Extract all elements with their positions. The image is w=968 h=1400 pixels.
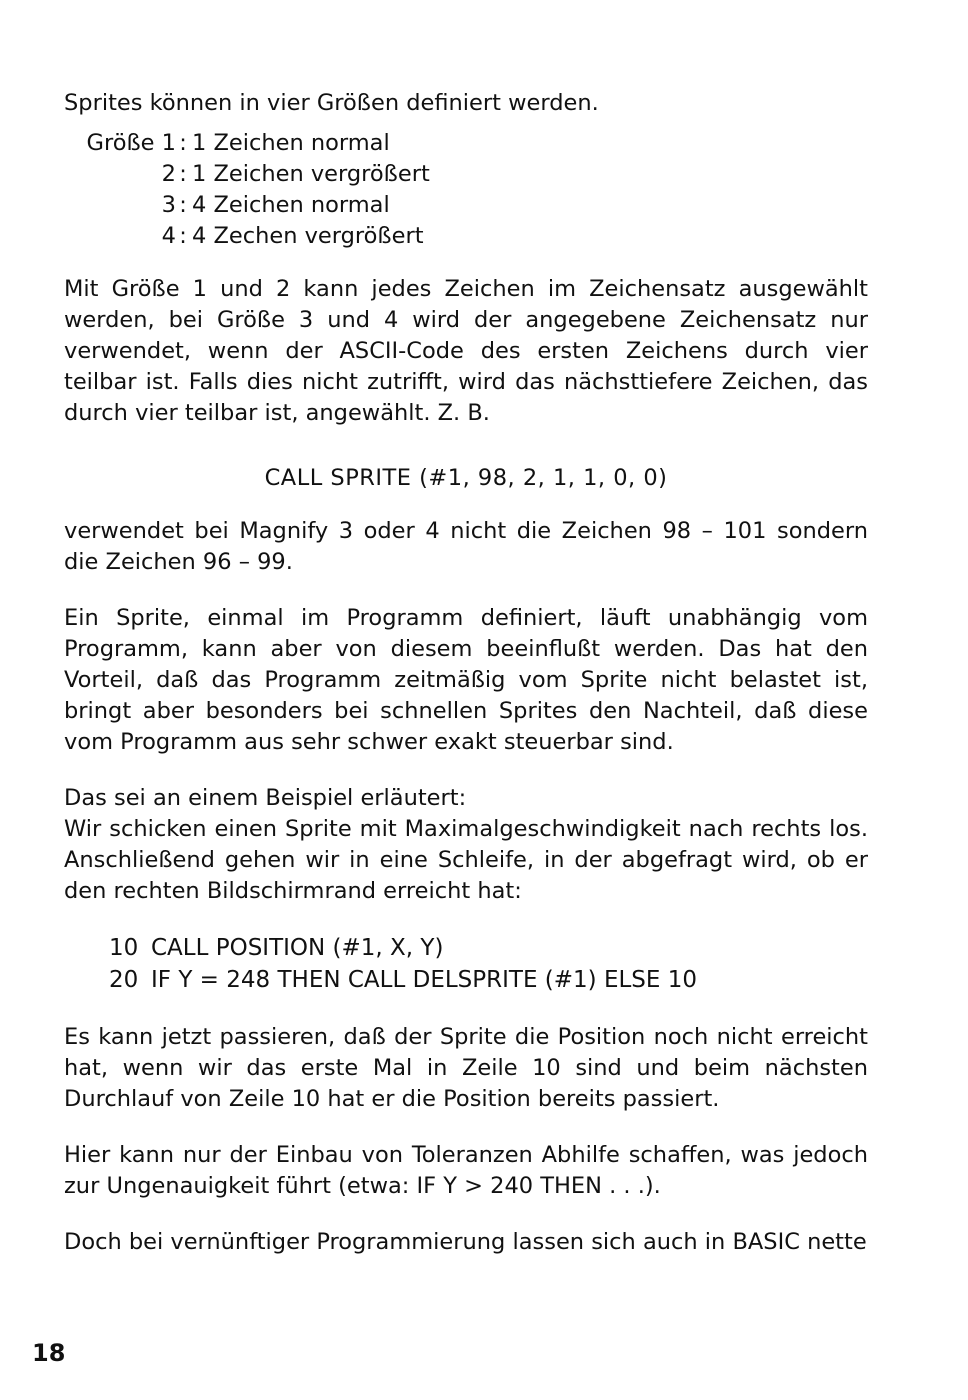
size-separator: : <box>179 130 187 156</box>
size-row <box>64 159 868 190</box>
paragraph-magnify-explanation: Mit Größe 1 und 2 kann jedes Zeichen im Zeichensatz ausgewählt werden, bei Größe 3 und 4 wird der angegebene Zeichensatz nur verwendet, wenn der ASCII-Code des ersten Zeichens durch vier teilbar ist. Falls dies nicht zutrifft, wird das nächsttiefere Zeichen, das durch vier teilbar ist, angewählt. Z. B. <box>64 276 868 426</box>
paragraph-timing-problem: Es kann jetzt passieren, daß der Sprite die Position noch nicht erreicht hat, wenn wir das erste Mal in Zeile 10 sind und beim nächsten Durchlauf von Zeile 10 hat er die Position bereits passiert. <box>64 1024 868 1112</box>
code-line-number: 20 <box>109 967 139 993</box>
paragraph-basic-note: Doch bei vernünftiger Programmierung lassen sich auch in BASIC nette <box>64 1229 867 1255</box>
code-line-text: IF Y = 248 THEN CALL DELSPRITE (#1) ELSE 10 <box>151 967 698 993</box>
example-code-line: CALL SPRITE (#1, 98, 2, 1, 1, 0, 0) <box>264 465 668 491</box>
page-number: 18 <box>32 1339 66 1367</box>
code-line-text: CALL POSITION (#1, X, Y) <box>151 935 444 961</box>
code-line-number: 10 <box>109 935 139 961</box>
size-value: 1 Zeichen normal <box>192 130 390 156</box>
size-row <box>64 221 868 252</box>
size-row <box>64 190 868 221</box>
size-key: 2 <box>161 161 176 187</box>
paragraph-sprite-independence: Ein Sprite, einmal im Programm definiert, läuft unabhängig vom Programm, kann aber von diesem beeinflußt werden. Das hat den Vorteil, daß das Programm zeitmäßig vom Sprite nicht belastet ist, bringt aber besonders bei schnellen Sprites den Nachteil, daß diese vom Programm aus sehr schwer exakt steuerbar sind. <box>64 605 868 755</box>
code-line <box>109 932 868 964</box>
size-value: 1 Zeichen vergrößert <box>192 161 430 187</box>
code-line <box>109 964 868 996</box>
page-body <box>64 88 868 1258</box>
size-list <box>64 128 868 252</box>
intro-text: Sprites können in vier Größen definiert werden. <box>64 90 599 116</box>
size-value: 4 Zeichen normal <box>192 192 390 218</box>
paragraph-example-intro: Das sei an einem Beispiel erläutert: <box>64 785 467 811</box>
size-row <box>64 128 868 159</box>
size-key: 4 <box>161 223 176 249</box>
size-separator: : <box>179 161 187 187</box>
paragraph-example-description: Wir schicken einen Sprite mit Maximalgeschwindigkeit nach rechts los. Anschließend gehen wir in eine Schleife, in der abgefragt wird, ob er den rechten Bildschirmrand erreicht hat: <box>64 816 868 904</box>
size-key: 3 <box>161 192 176 218</box>
size-separator: : <box>179 223 187 249</box>
size-separator: : <box>179 192 187 218</box>
code-listing <box>109 932 868 996</box>
paragraph-character-range: verwendet bei Magnify 3 oder 4 nicht die Zeichen 98 – 101 sondern die Zeichen 96 – 99. <box>64 518 868 575</box>
size-key: Größe 1 <box>86 130 176 156</box>
paragraph-tolerance: Hier kann nur der Einbau von Toleranzen Abhilfe schaffen, was jedoch zur Ungenauigkeit führt (etwa: IF Y > 240 THEN . . .). <box>64 1142 868 1199</box>
size-value: 4 Zechen vergrößert <box>192 223 424 249</box>
